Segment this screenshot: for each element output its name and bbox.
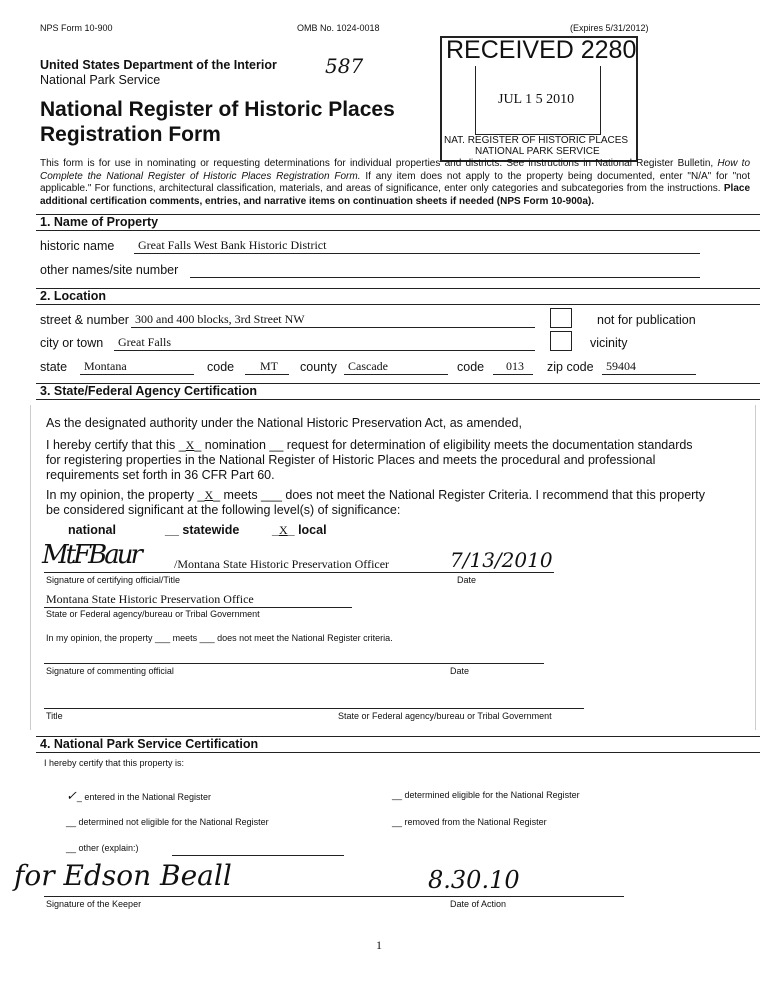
department: United States Department of the Interior xyxy=(40,58,277,72)
option-other: __ other (explain:) xyxy=(66,843,139,853)
action-date: 8.30.10 xyxy=(428,866,520,894)
state-code-label: code xyxy=(207,360,235,374)
comment-opinion: In my opinion, the property ___ meets ___ does not meet the National Register criteria. xyxy=(46,633,393,643)
level-national: national xyxy=(68,523,116,537)
not-for-publication-checkbox[interactable] xyxy=(550,308,572,328)
option-removed: __ removed from the National Register xyxy=(392,817,547,827)
option-not-eligible: __ determined not eligible for the National Register xyxy=(66,817,269,827)
cert-line-6: be considered significant at the following level(s) of significance: xyxy=(46,503,401,517)
page-subtitle: Registration Form xyxy=(40,123,221,146)
option-entered: ✓_ entered in the National Register xyxy=(66,789,211,804)
vicinity-checkbox[interactable] xyxy=(550,331,572,351)
page-number: 1 xyxy=(376,938,382,952)
street-label: street & number xyxy=(40,313,129,327)
other-names-field[interactable] xyxy=(190,262,700,278)
vicinity-label: vicinity xyxy=(590,336,628,350)
zip-label: zip code xyxy=(547,360,594,374)
keeper-line xyxy=(44,896,624,897)
comment-date-label: Date xyxy=(450,666,470,676)
stamp-line2: NATIONAL PARK SERVICE xyxy=(475,146,600,157)
certifying-signature: MtFBaur xyxy=(42,540,140,570)
title-label: Title xyxy=(46,711,63,721)
stamp-received: RECEIVED 2280 xyxy=(446,36,637,64)
level-local: _X_ local xyxy=(272,523,327,537)
cert-line-2: I hereby certify that this _X_ nomination __ request for determination of eligibility meets the documentation standards xyxy=(46,438,693,452)
section-3-header: 3. State/Federal Agency Certification xyxy=(36,383,760,400)
county-code-field[interactable]: 013 xyxy=(493,359,533,375)
signature-line xyxy=(44,572,554,573)
form-number: NPS Form 10-900 xyxy=(40,23,113,33)
keeper-signature: for Edson Beall xyxy=(14,859,232,892)
county-code-label: code xyxy=(457,360,485,374)
not-for-publication-label: not for publication xyxy=(597,313,696,327)
agency-label: State or Federal agency/bureau or Tribal Government xyxy=(46,609,260,619)
cert-line-5: In my opinion, the property _X_ meets ___ does not meet the National Register Criteria. I recommend that this property xyxy=(46,488,706,502)
other-line xyxy=(172,855,344,856)
handwritten-number: 587 xyxy=(325,54,364,78)
comment-signature-label: Signature of commenting official xyxy=(46,666,174,676)
agency: National Park Service xyxy=(40,73,161,87)
signer-title: /Montana State Historic Preservation Officer xyxy=(174,557,390,571)
other-names-label: other names/site number xyxy=(40,263,179,277)
date-label: Date xyxy=(457,575,477,585)
section-2-header: 2. Location xyxy=(36,288,760,305)
stamp-line1: NAT. REGISTER OF HISTORIC PLACES xyxy=(444,135,629,146)
state-code-field[interactable]: MT xyxy=(245,359,289,375)
historic-name-field[interactable]: Great Falls West Bank Historic District xyxy=(134,238,700,254)
county-field[interactable]: Cascade xyxy=(344,359,448,375)
zip-field[interactable]: 59404 xyxy=(602,359,696,375)
section-4-header: 4. National Park Service Certification xyxy=(36,736,760,753)
keeper-label: Signature of the Keeper xyxy=(46,899,142,909)
section-1-header: 1. Name of Property xyxy=(36,214,760,231)
instructions: This form is for use in nominating or requesting determinations for individual properties and districts. See instructions in National Register Bulletin, How to Complete the National Register of Historic Places Registration Form. If any item does not apply to the property being documented, enter "N/A" for "not applicable." For functions, architectural classification, materials, and areas of significance, enter only categories and subcategories from the instructions. Place additional certification comments, entries, and narrative items on continuation sheets if needed (NPS Form 10-900a). xyxy=(40,158,751,207)
comment-agency-label: State or Federal agency/bureau or Tribal Government xyxy=(338,711,552,721)
agency-line xyxy=(44,607,352,608)
city-label: city or town xyxy=(40,336,104,350)
county-label: county xyxy=(300,360,337,374)
cert-line-1: As the designated authority under the National Historic Preservation Act, as amended, xyxy=(46,416,522,430)
page-title: National Register of Historic Places xyxy=(40,98,395,121)
comment-signature-line xyxy=(44,663,544,664)
certification-date: 7/13/2010 xyxy=(450,548,553,572)
cert-line-4: requirements set forth in 36 CFR Part 60. xyxy=(46,468,275,482)
signature-label: Signature of certifying official/Title xyxy=(46,575,181,585)
omb-number: OMB No. 1024-0018 xyxy=(297,23,380,33)
action-date-label: Date of Action xyxy=(450,899,507,909)
cert-line-3: for registering properties in the National Register of Historic Places and meets the procedural and professional xyxy=(46,453,656,467)
level-statewide: __ statewide xyxy=(165,523,240,537)
street-field[interactable]: 300 and 400 blocks, 3rd Street NW xyxy=(131,312,535,328)
option-eligible: __ determined eligible for the National Register xyxy=(392,790,580,800)
expiration: (Expires 5/31/2012) xyxy=(570,23,649,33)
agency-value: Montana State Historic Preservation Office xyxy=(46,592,254,606)
historic-name-label: historic name xyxy=(40,239,115,253)
nps-intro: I hereby certify that this property is: xyxy=(44,758,185,768)
title-line xyxy=(44,708,584,709)
state-label: state xyxy=(40,360,68,374)
city-field[interactable]: Great Falls xyxy=(114,335,535,351)
state-field[interactable]: Montana xyxy=(80,359,194,375)
stamp-date: JUL 1 5 2010 xyxy=(498,92,575,107)
